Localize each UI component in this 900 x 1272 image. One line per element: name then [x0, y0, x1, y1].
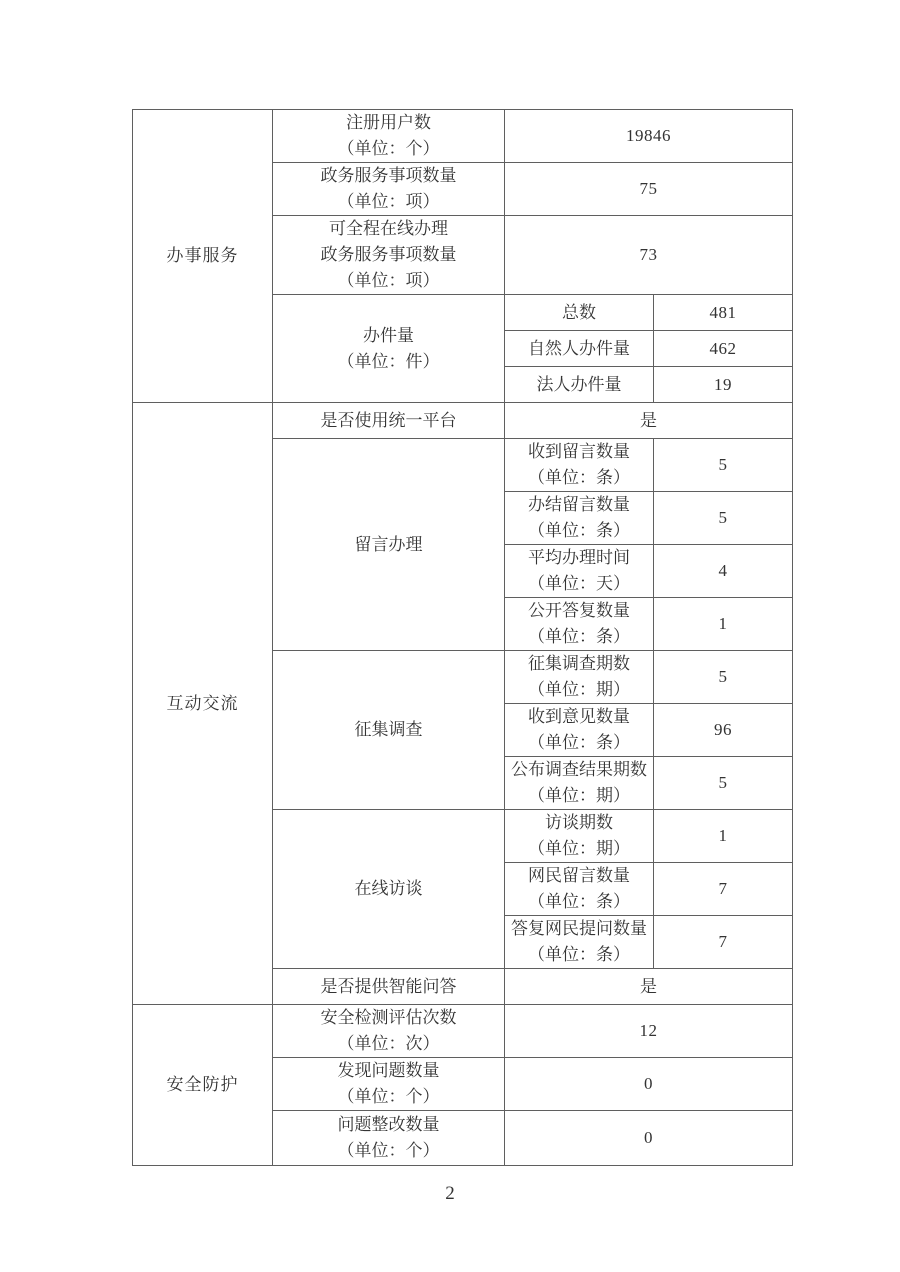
subitem-label-results-published: 公布调查结果期数 （单位：期） — [505, 757, 654, 810]
category-label: 互动交流 — [166, 693, 239, 713]
subitem-label-netizen-messages: 网民留言数量 （单位：条） — [505, 863, 654, 916]
item-label-online-service-items: 可全程在线办理 政务服务事项数量 （单位：项） — [273, 216, 505, 295]
section-category-interaction — [133, 403, 273, 1005]
item-label-service-items: 政务服务事项数量 （单位：项） — [273, 163, 505, 216]
subitem-label-average-handling-time: 平均办理时间 （单位：天） — [505, 545, 654, 598]
subitem-label-legal-person: 法人办件量 — [505, 367, 654, 403]
subitem-value-total: 481 — [654, 295, 793, 331]
subitem-value-survey-periods: 5 — [654, 651, 793, 704]
item-value-security-assessments: 12 — [505, 1005, 793, 1058]
item-label-smart-qa: 是否提供智能问答 — [273, 969, 505, 1005]
subitem-label-interview-periods: 访谈期数 （单位：期） — [505, 810, 654, 863]
section-category-security — [133, 1005, 273, 1166]
page-number: 2 — [445, 1183, 455, 1204]
subitem-value-public-replies: 1 — [654, 598, 793, 651]
item-value-problems-found: 0 — [505, 1058, 793, 1111]
subitem-value-legal-person: 19 — [654, 367, 793, 403]
item-label-cases-handled: 办件量 （单位：件） — [273, 295, 505, 403]
section-category-service — [133, 110, 273, 403]
item-value-problems-fixed: 0 — [505, 1111, 793, 1166]
category-label: 安全防护 — [166, 1075, 239, 1094]
subitem-value-questions-answered: 7 — [654, 916, 793, 969]
item-value-registered-users: 19846 — [505, 110, 793, 163]
item-value-smart-qa: 是 — [505, 969, 793, 1005]
category-label: 办事服务 — [166, 246, 239, 265]
subitem-label-messages-resolved: 办结留言数量 （单位：条） — [505, 492, 654, 545]
item-label-registered-users: 注册用户数 （单位：个） — [273, 110, 505, 163]
annual-report-table — [132, 109, 793, 1166]
item-label-security-assessments: 安全检测评估次数 （单位：次） — [273, 1005, 505, 1058]
item-label-unified-platform: 是否使用统一平台 — [273, 403, 505, 439]
item-label-problems-found: 发现问题数量 （单位：个） — [273, 1058, 505, 1111]
item-value-service-items: 75 — [505, 163, 793, 216]
subitem-label-public-replies: 公开答复数量 （单位：条） — [505, 598, 654, 651]
subitem-label-opinions-received: 收到意见数量 （单位：条） — [505, 704, 654, 757]
subitem-label-questions-answered: 答复网民提问数量 （单位：条） — [505, 916, 654, 969]
item-value-online-service-items: 73 — [505, 216, 793, 295]
subitem-value-netizen-messages: 7 — [654, 863, 793, 916]
item-label-online-interview: 在线访谈 — [273, 810, 505, 969]
subitem-value-opinions-received: 96 — [654, 704, 793, 757]
subitem-value-results-published: 5 — [654, 757, 793, 810]
subitem-label-survey-periods: 征集调查期数 （单位：期） — [505, 651, 654, 704]
subitem-label-total: 总数 — [505, 295, 654, 331]
subitem-value-natural-person: 462 — [654, 331, 793, 367]
item-value-unified-platform: 是 — [505, 403, 793, 439]
subitem-value-messages-resolved: 5 — [654, 492, 793, 545]
item-label-survey: 征集调查 — [273, 651, 505, 810]
subitem-value-interview-periods: 1 — [654, 810, 793, 863]
item-label-message-handling: 留言办理 — [273, 439, 505, 651]
subitem-value-messages-received: 5 — [654, 439, 793, 492]
subitem-value-average-handling-time: 4 — [654, 545, 793, 598]
item-label-problems-fixed: 问题整改数量 （单位：个） — [273, 1111, 505, 1166]
subitem-label-natural-person: 自然人办件量 — [505, 331, 654, 367]
subitem-label-messages-received: 收到留言数量 （单位：条） — [505, 439, 654, 492]
